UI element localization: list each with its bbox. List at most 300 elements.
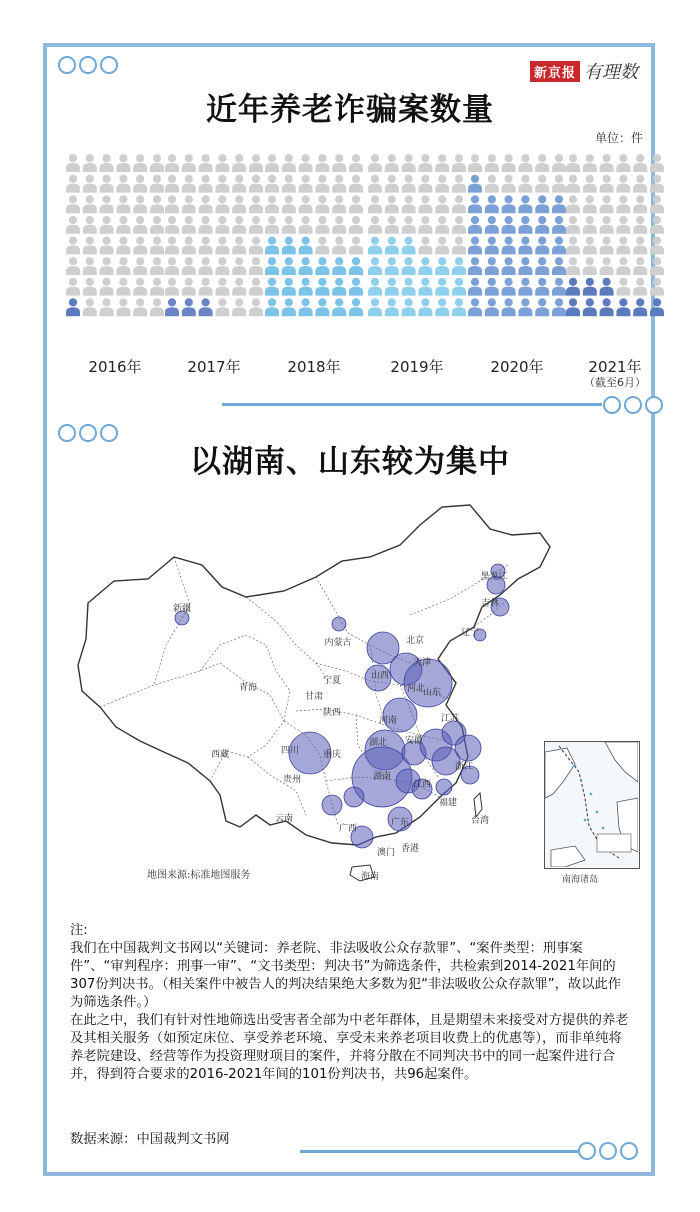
person-icon-filled	[502, 298, 516, 316]
person-icon-empty	[83, 216, 97, 234]
person-icon-empty	[385, 216, 399, 234]
person-icon-empty	[332, 216, 346, 234]
person-icon-empty	[402, 175, 416, 193]
person-icon-empty	[182, 237, 196, 255]
person-icon-filled	[583, 278, 597, 296]
year-label: 2019年	[390, 358, 444, 376]
person-icon-empty	[650, 154, 664, 172]
person-icon-empty	[566, 237, 580, 255]
person-icon-empty	[199, 216, 213, 234]
person-icon-filled	[518, 278, 532, 296]
province-label: 重庆	[322, 750, 342, 760]
person-icon-filled	[535, 257, 549, 275]
decor-rings-mid-right	[603, 396, 663, 414]
person-icon-empty	[485, 154, 499, 172]
person-icon-empty	[165, 154, 179, 172]
person-icon-empty	[100, 278, 114, 296]
person-icon-filled	[650, 298, 664, 316]
province-label: 贵州	[282, 775, 302, 785]
person-icon-empty	[182, 216, 196, 234]
person-icon-empty	[215, 298, 229, 316]
person-icon-empty	[315, 216, 329, 234]
person-icon-filled	[502, 216, 516, 234]
person-icon-filled	[368, 278, 382, 296]
person-icon-empty	[232, 175, 246, 193]
person-icon-empty	[583, 175, 597, 193]
person-icon-filled	[265, 298, 279, 316]
notes-para-2: 在此之中，我们有针对性地筛选出受害者全部为中老年群体，且是期望未来接受对方提供的养老及其相关服务（如预定床位、享受养老环境、享受未来养老项目收费上的优惠等），而非单纯将养老院建设、经营等作为投资理财项目的案件，并将分散在不同判决书中的同一起案件进行合并，得到符合要求的2016-2021年间的101份判决书，共96起案件。	[70, 1013, 629, 1082]
person-icon-empty	[583, 216, 597, 234]
person-icon-filled	[435, 298, 449, 316]
province-label: 吉林	[480, 599, 500, 609]
person-icon-empty	[650, 175, 664, 193]
province-label: 山东	[422, 688, 442, 698]
person-icon-empty	[232, 154, 246, 172]
person-icon-empty	[100, 195, 114, 213]
person-icon-empty	[215, 278, 229, 296]
person-icon-empty	[249, 154, 263, 172]
person-icon-empty	[518, 154, 532, 172]
province-label: 江西	[412, 780, 432, 790]
person-icon-empty	[215, 257, 229, 275]
person-icon-empty	[418, 154, 432, 172]
person-icon-empty	[150, 216, 164, 234]
person-icon-empty	[66, 257, 80, 275]
person-icon-empty	[485, 175, 499, 193]
province-label: 江苏	[440, 714, 460, 724]
person-icon-filled	[402, 278, 416, 296]
person-icon-empty	[83, 257, 97, 275]
person-icon-filled	[485, 237, 499, 255]
person-icon-empty	[368, 175, 382, 193]
person-icon-filled	[468, 298, 482, 316]
ring-icon	[599, 1142, 617, 1160]
province-label: 浙江	[454, 762, 474, 772]
person-icon-filled	[452, 257, 466, 275]
province-label: 西藏	[210, 750, 230, 760]
person-icon-empty	[633, 195, 647, 213]
person-icon-filled	[282, 298, 296, 316]
person-icon-filled	[535, 278, 549, 296]
data-source: 数据来源：中国裁判文书网	[70, 1132, 230, 1147]
person-icon-empty	[249, 298, 263, 316]
section2-title: 以湖南、山东较为集中	[190, 444, 510, 480]
person-icon-empty	[232, 237, 246, 255]
province-label: 安徽	[404, 736, 424, 746]
person-icon-empty	[116, 278, 130, 296]
person-icon-empty	[133, 298, 147, 316]
person-icon-filled	[402, 237, 416, 255]
person-icon-filled	[418, 298, 432, 316]
pictogram-group-2020年	[468, 154, 566, 316]
year-label: 2017年	[187, 358, 241, 376]
person-icon-empty	[349, 175, 363, 193]
province-label: 云南	[274, 814, 294, 824]
person-icon-empty	[199, 195, 213, 213]
person-icon-empty	[583, 257, 597, 275]
person-icon-empty	[232, 257, 246, 275]
person-icon-empty	[232, 278, 246, 296]
person-icon-empty	[468, 154, 482, 172]
person-icon-empty	[552, 154, 566, 172]
person-icon-empty	[282, 175, 296, 193]
person-icon-filled	[315, 278, 329, 296]
person-icon-filled	[468, 237, 482, 255]
decor-rings-bottom-right	[578, 1142, 638, 1160]
person-icon-filled	[452, 298, 466, 316]
person-icon-empty	[249, 257, 263, 275]
person-icon-empty	[332, 237, 346, 255]
person-icon-filled	[552, 216, 566, 234]
province-label: 甘肃	[304, 692, 324, 702]
person-icon-empty	[315, 195, 329, 213]
person-icon-empty	[232, 298, 246, 316]
person-icon-filled	[518, 257, 532, 275]
person-icon-filled	[600, 278, 614, 296]
year-label: 2016年	[88, 358, 142, 376]
person-icon-empty	[616, 278, 630, 296]
person-icon-empty	[315, 237, 329, 255]
year-label: 2018年	[287, 358, 341, 376]
person-icon-empty	[633, 278, 647, 296]
person-icon-empty	[349, 195, 363, 213]
person-icon-empty	[116, 237, 130, 255]
person-icon-empty	[435, 216, 449, 234]
person-icon-filled	[552, 298, 566, 316]
notes-block	[70, 922, 630, 1084]
province-bubble	[344, 787, 364, 807]
person-icon-filled	[199, 298, 213, 316]
person-icon-empty	[299, 216, 313, 234]
person-icon-empty	[349, 237, 363, 255]
person-icon-filled	[485, 257, 499, 275]
notes-para-1: 我们在中国裁判文书网以“关键词：养老院、非法吸收公众存款罪”、“案件类型：刑事案件”、“审判程序：刑事一审”、“文书类型：判决书”为筛选条件，共检索到2014-2021年间的307份判决书。（相关案件中被告人的判决结果绝大多数为犯“非法吸收公众存款罪”，故以此作为筛选条件。）	[70, 941, 622, 1010]
person-icon-filled	[566, 278, 580, 296]
person-icon-empty	[100, 237, 114, 255]
person-icon-filled	[265, 237, 279, 255]
ring-icon	[645, 396, 663, 414]
province-label: 香港	[400, 844, 420, 854]
person-icon-empty	[650, 278, 664, 296]
person-icon-empty	[249, 237, 263, 255]
person-icon-empty	[600, 216, 614, 234]
person-icon-empty	[66, 195, 80, 213]
person-icon-filled	[518, 195, 532, 213]
person-icon-filled	[299, 237, 313, 255]
person-icon-filled	[566, 298, 580, 316]
person-icon-empty	[182, 175, 196, 193]
person-icon-empty	[616, 257, 630, 275]
person-icon-empty	[150, 257, 164, 275]
notes-heading: 注:	[70, 923, 88, 938]
person-icon-empty	[150, 278, 164, 296]
taiwan-shape	[474, 793, 482, 817]
person-icon-empty	[83, 278, 97, 296]
year-label: 2021年	[588, 358, 642, 376]
person-icon-empty	[368, 195, 382, 213]
person-icon-filled	[518, 216, 532, 234]
person-icon-empty	[249, 195, 263, 213]
person-icon-empty	[116, 154, 130, 172]
person-icon-empty	[66, 216, 80, 234]
person-icon-empty	[165, 175, 179, 193]
person-icon-filled	[349, 298, 363, 316]
province-label: 山西	[370, 671, 390, 681]
person-icon-filled	[518, 237, 532, 255]
pictogram-group-2017年	[165, 154, 263, 316]
province-bubble	[383, 698, 417, 732]
person-icon-empty	[133, 257, 147, 275]
person-icon-empty	[299, 175, 313, 193]
person-icon-empty	[600, 175, 614, 193]
person-icon-filled	[368, 237, 382, 255]
province-bubble	[332, 617, 346, 631]
person-icon-filled	[315, 257, 329, 275]
person-icon-empty	[402, 216, 416, 234]
person-icon-empty	[83, 195, 97, 213]
person-icon-filled	[385, 298, 399, 316]
ring-icon	[603, 396, 621, 414]
person-icon-empty	[600, 237, 614, 255]
person-icon-empty	[566, 195, 580, 213]
person-icon-filled	[485, 298, 499, 316]
person-icon-empty	[265, 175, 279, 193]
ring-icon	[578, 1142, 596, 1160]
person-icon-empty	[100, 257, 114, 275]
person-icon-empty	[368, 154, 382, 172]
person-icon-filled	[402, 257, 416, 275]
province-bubble	[436, 779, 452, 795]
province-label: 天津	[412, 658, 432, 668]
person-icon-empty	[150, 175, 164, 193]
person-icon-filled	[299, 278, 313, 296]
person-icon-filled	[468, 278, 482, 296]
person-icon-empty	[182, 195, 196, 213]
person-icon-empty	[616, 216, 630, 234]
south-china-sea-inset	[544, 741, 640, 869]
person-icon-empty	[215, 237, 229, 255]
person-icon-empty	[66, 175, 80, 193]
person-icon-filled	[552, 278, 566, 296]
person-icon-empty	[133, 237, 147, 255]
province-label: 宁夏	[322, 676, 342, 686]
person-icon-empty	[616, 195, 630, 213]
person-icon-empty	[215, 154, 229, 172]
person-icon-empty	[566, 216, 580, 234]
person-icon-empty	[116, 216, 130, 234]
person-icon-empty	[150, 237, 164, 255]
person-icon-empty	[100, 298, 114, 316]
person-icon-empty	[566, 175, 580, 193]
person-icon-empty	[600, 154, 614, 172]
person-icon-empty	[249, 216, 263, 234]
person-icon-filled	[633, 298, 647, 316]
province-label: 北京	[405, 636, 425, 646]
ring-icon	[620, 1142, 638, 1160]
person-icon-empty	[66, 154, 80, 172]
person-icon-empty	[332, 175, 346, 193]
person-icon-empty	[215, 216, 229, 234]
person-icon-empty	[452, 216, 466, 234]
person-icon-empty	[452, 195, 466, 213]
person-icon-empty	[133, 216, 147, 234]
person-icon-empty	[282, 154, 296, 172]
person-icon-empty	[133, 154, 147, 172]
province-label: 福建	[438, 798, 458, 808]
person-icon-empty	[435, 175, 449, 193]
person-icon-empty	[299, 195, 313, 213]
person-icon-filled	[299, 257, 313, 275]
person-icon-empty	[402, 154, 416, 172]
person-icon-filled	[385, 278, 399, 296]
province-label: 广东	[390, 818, 410, 828]
person-icon-empty	[165, 216, 179, 234]
person-icon-filled	[552, 257, 566, 275]
person-icon-empty	[518, 175, 532, 193]
person-icon-empty	[650, 237, 664, 255]
province-label: 澳门	[376, 848, 396, 858]
person-icon-empty	[616, 154, 630, 172]
person-icon-empty	[232, 216, 246, 234]
person-icon-empty	[583, 237, 597, 255]
person-icon-empty	[265, 216, 279, 234]
person-icon-empty	[282, 216, 296, 234]
person-icon-empty	[199, 175, 213, 193]
person-icon-filled	[535, 237, 549, 255]
person-icon-filled	[616, 298, 630, 316]
person-icon-filled	[349, 257, 363, 275]
person-icon-empty	[199, 237, 213, 255]
person-icon-empty	[83, 298, 97, 316]
person-icon-empty	[402, 195, 416, 213]
ring-icon	[79, 56, 97, 74]
person-icon-empty	[616, 175, 630, 193]
person-icon-filled	[315, 298, 329, 316]
person-icon-filled	[435, 278, 449, 296]
person-icon-empty	[199, 154, 213, 172]
province-label: 河北	[406, 684, 426, 694]
person-icon-empty	[650, 195, 664, 213]
pictogram-chart	[0, 150, 700, 350]
person-icon-filled	[468, 175, 482, 193]
ring-icon	[100, 56, 118, 74]
person-icon-empty	[133, 175, 147, 193]
divider-line	[222, 403, 602, 406]
person-icon-empty	[418, 175, 432, 193]
person-icon-filled	[468, 216, 482, 234]
pictogram-group-2018年	[265, 154, 363, 316]
person-icon-empty	[150, 298, 164, 316]
person-icon-filled	[535, 195, 549, 213]
person-icon-empty	[502, 175, 516, 193]
person-icon-filled	[332, 298, 346, 316]
person-icon-empty	[385, 195, 399, 213]
pictogram-group-2019年	[368, 154, 466, 316]
province-label: 新疆	[172, 604, 192, 614]
map-source: 地图来源:标准地图服务	[147, 870, 251, 881]
person-icon-empty	[650, 216, 664, 234]
person-icon-empty	[418, 216, 432, 234]
person-icon-filled	[332, 278, 346, 296]
person-icon-empty	[265, 154, 279, 172]
person-icon-filled	[368, 298, 382, 316]
person-icon-empty	[165, 195, 179, 213]
person-icon-empty	[165, 237, 179, 255]
person-icon-filled	[165, 298, 179, 316]
person-icon-filled	[265, 278, 279, 296]
person-icon-empty	[299, 154, 313, 172]
province-label: 陕西	[322, 708, 342, 718]
person-icon-empty	[116, 175, 130, 193]
person-icon-empty	[199, 278, 213, 296]
person-icon-empty	[502, 154, 516, 172]
person-icon-empty	[435, 195, 449, 213]
person-icon-empty	[349, 216, 363, 234]
person-icon-filled	[368, 257, 382, 275]
person-icon-empty	[633, 237, 647, 255]
person-icon-empty	[368, 216, 382, 234]
province-bubble	[455, 735, 481, 761]
person-icon-empty	[616, 237, 630, 255]
person-icon-empty	[332, 195, 346, 213]
brand-logo-text: 新京报	[530, 61, 580, 82]
person-icon-empty	[282, 195, 296, 213]
province-label: 黑龙江	[480, 572, 508, 582]
province-label: 河南	[378, 716, 398, 726]
inset-label: 南海诸岛	[562, 875, 599, 885]
person-icon-empty	[116, 298, 130, 316]
person-icon-empty	[600, 195, 614, 213]
person-icon-empty	[150, 154, 164, 172]
person-icon-empty	[150, 195, 164, 213]
person-icon-filled	[502, 278, 516, 296]
year-label: 2020年	[490, 358, 544, 376]
province-label: 湖南	[372, 772, 392, 782]
person-icon-empty	[349, 154, 363, 172]
person-icon-filled	[600, 298, 614, 316]
person-icon-empty	[566, 257, 580, 275]
person-icon-empty	[435, 237, 449, 255]
person-icon-empty	[100, 175, 114, 193]
person-icon-empty	[385, 154, 399, 172]
province-label: 四川	[280, 746, 300, 756]
person-icon-empty	[385, 175, 399, 193]
person-icon-empty	[133, 278, 147, 296]
person-icon-filled	[385, 237, 399, 255]
person-icon-filled	[282, 278, 296, 296]
person-icon-empty	[418, 237, 432, 255]
person-icon-empty	[650, 257, 664, 275]
china-map	[70, 495, 560, 889]
person-icon-empty	[83, 237, 97, 255]
pictogram-group-2021年	[566, 154, 664, 316]
person-icon-filled	[468, 195, 482, 213]
person-icon-empty	[452, 237, 466, 255]
person-icon-empty	[566, 154, 580, 172]
person-icon-filled	[502, 237, 516, 255]
person-icon-empty	[66, 237, 80, 255]
person-icon-filled	[282, 237, 296, 255]
province-label: 台湾	[470, 816, 490, 826]
person-icon-filled	[535, 298, 549, 316]
person-icon-filled	[385, 257, 399, 275]
person-icon-empty	[535, 175, 549, 193]
person-icon-empty	[633, 154, 647, 172]
person-icon-empty	[133, 195, 147, 213]
person-icon-filled	[299, 298, 313, 316]
person-icon-empty	[265, 195, 279, 213]
person-icon-empty	[182, 257, 196, 275]
